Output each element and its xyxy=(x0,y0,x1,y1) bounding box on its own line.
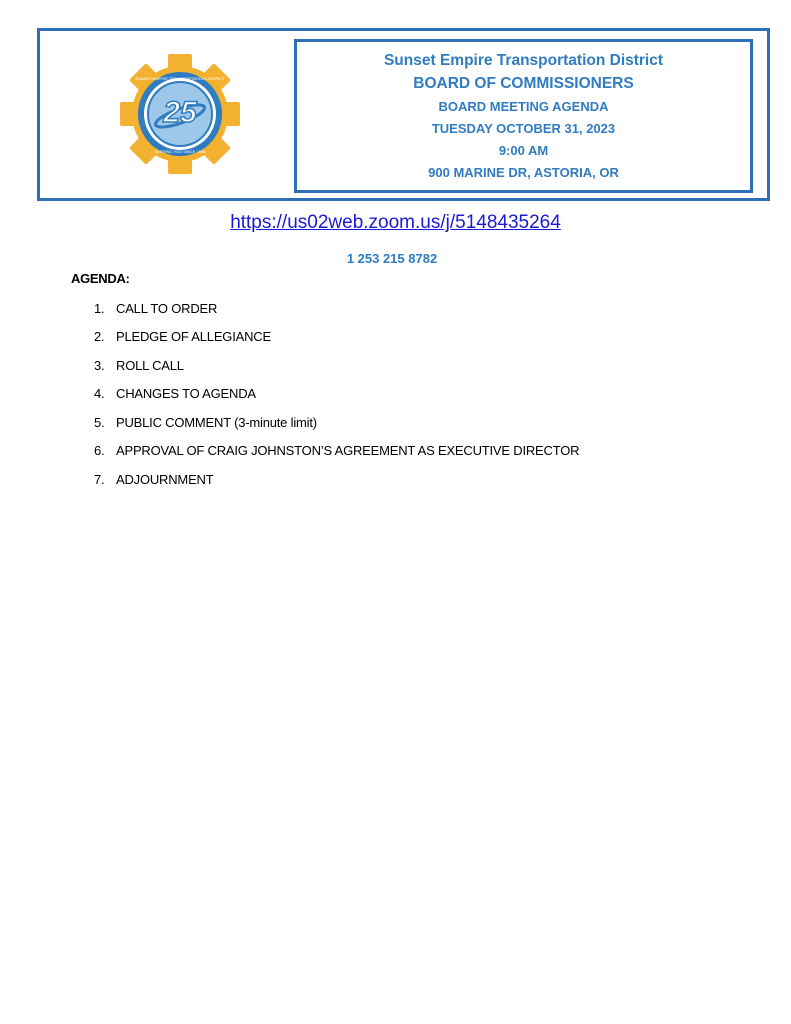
dial-in-phone-number: 1 253 215 8782 xyxy=(346,251,438,266)
agenda-item xyxy=(94,380,579,409)
agenda-item xyxy=(94,408,579,437)
agenda-item-number: 3. xyxy=(94,357,105,373)
agenda-item-label: PUBLIC COMMENT (3-minute limit) xyxy=(116,414,317,430)
agenda-item-number: 1. xyxy=(94,300,105,316)
agenda-item-label: ROLL CALL xyxy=(116,357,184,373)
agenda-item-number: 4. xyxy=(94,386,105,402)
agenda-list xyxy=(94,294,579,494)
agenda-item xyxy=(94,437,579,466)
agenda-item-number: 6. xyxy=(94,443,105,459)
agenda-item xyxy=(94,323,579,352)
agenda-heading: AGENDA: xyxy=(71,271,130,286)
agenda-item xyxy=(94,465,579,494)
board-name: BOARD OF COMMISSIONERS xyxy=(413,75,634,92)
logo-ring-text-bottom: SERVING YOU SINCE 1998 xyxy=(154,149,206,154)
agenda-item-number: 7. xyxy=(94,471,105,487)
agenda-item-label: APPROVAL OF CRAIG JOHNSTON’S AGREEMENT AS EXECUTIVE DIRECTOR xyxy=(116,443,580,459)
agenda-item-label: CHANGES TO AGENDA xyxy=(116,386,256,402)
agenda-item xyxy=(94,294,579,323)
agenda-item xyxy=(94,351,579,380)
zoom-meeting-link[interactable]: https://us02web.zoom.us/j/5148435264 xyxy=(230,212,561,233)
document-type: BOARD MEETING AGENDA xyxy=(438,99,609,114)
meeting-info-box xyxy=(294,39,753,193)
agenda-item-number: 2. xyxy=(94,329,105,345)
meeting-location: 900 MARINE DR, ASTORIA, OR xyxy=(428,165,619,180)
organization-name: Sunset Empire Transportation District xyxy=(383,52,664,69)
meeting-date: TUESDAY OCTOBER 31, 2023 xyxy=(431,121,616,136)
meeting-time: 9:00 AM xyxy=(498,143,549,158)
agenda-item-label: ADJOURNMENT xyxy=(116,471,214,487)
agenda-item-label: CALL TO ORDER xyxy=(116,300,218,316)
agenda-item-label: PLEDGE OF ALLEGIANCE xyxy=(116,329,271,345)
agenda-item-number: 5. xyxy=(94,414,105,430)
district-25th-anniversary-logo xyxy=(118,52,242,176)
logo-number: 25 xyxy=(163,96,197,129)
logo-ring-text-top: SUNSET EMPIRE TRANSPORTATION DISTRICT xyxy=(135,76,225,81)
